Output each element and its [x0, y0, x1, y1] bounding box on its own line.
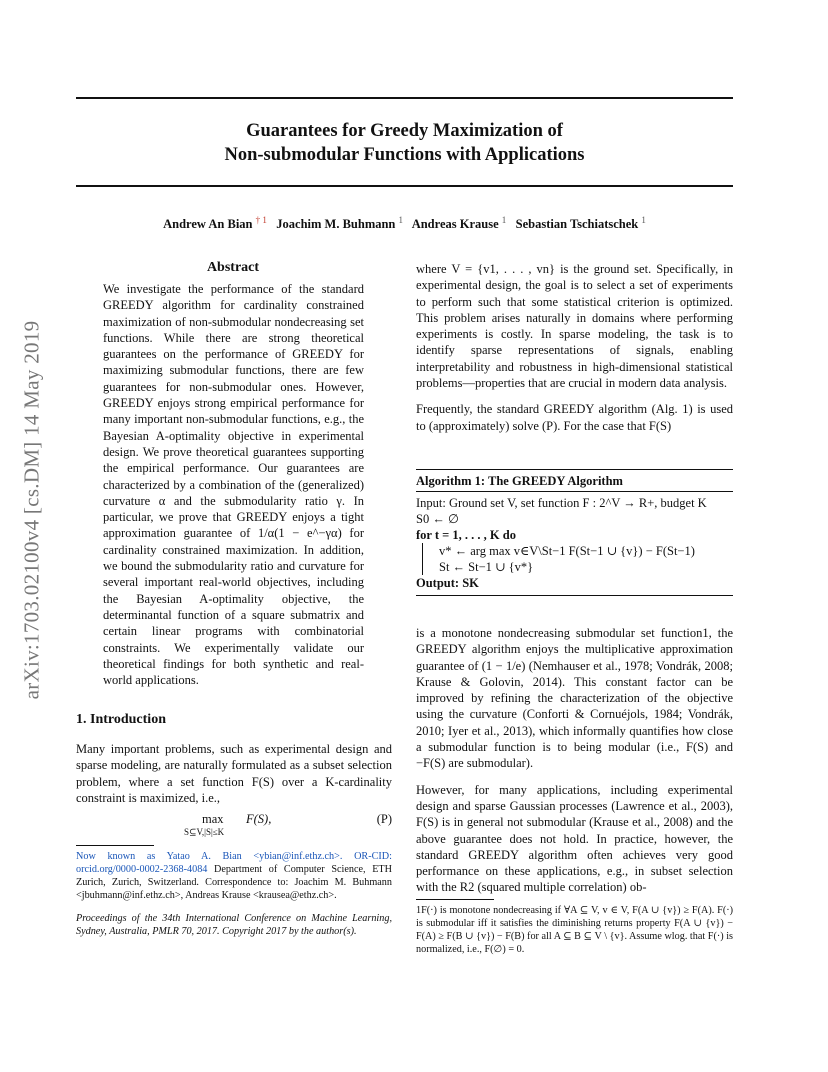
title-top-rule	[76, 97, 733, 99]
right-footnote	[416, 904, 733, 956]
abstract-heading: Abstract	[206, 260, 260, 275]
author-list	[76, 215, 733, 232]
author-affiliation-mark: 1	[398, 215, 404, 225]
title-bottom-rule	[76, 185, 733, 187]
algorithm-for: for t = 1, . . . , K do	[416, 528, 516, 542]
author-affiliation-mark: 1	[641, 215, 646, 225]
arxiv-stamp	[10, 270, 54, 750]
left-footnote	[76, 850, 392, 938]
footnote-affiliation-text: Department of Computer Science, ETH Zurich, Zurich, Switzerland. Correspondence to: Joachim M. Buhmann <jbuhmann@inf.ethz.ch>, Andreas Krause <krausea@ethz.ch>.	[76, 864, 392, 901]
intro-text: Many important problems, such as experimental design and sparse modeling, are naturally formulated as a subset selection problem, where a set function F(S) over a K-cardinality constraint is maximized, i.e.,	[76, 742, 392, 805]
footnote-affiliation-link[interactable]: Now known as Yatao A. Bian <ybian@inf.ethz.ch>. OR-CID: orcid.org/0000-0002-2368-4084	[76, 851, 392, 875]
right-paragraph-1: where V = {v1, . . . , vn} is the ground set. Specifically, in experimental design, the goal is to select a set of experiments to perform such that some statistical criterion is optimized. This problem arises naturally in domains where performing experiments is costly. In sparse modeling, the task is to identify sparse representations of signals, enabling interpretability and robustness in high-dimensional statistical problems—properties that are crucial in modern data analysis.	[416, 262, 733, 391]
equation-subscript: S⊆V,|S|≤K	[184, 827, 225, 837]
equation-label: (P)	[376, 812, 392, 826]
algorithm-box	[416, 469, 733, 596]
intro-paragraph	[76, 741, 392, 806]
right-paragraph-4: However, for many applications, including experimental design and sparse Gaussian processes (Lawrence et al., 2003), F(S) is in general not submodular (Krause et al., 2008) and the above guarantee does not hold. In practice, however, the standard GREEDY algorithm often achieves very good performance on these applications, e.g., in subset selection with the R2 (squared multiple correlation) ob-	[416, 782, 733, 895]
left-footnote-rule	[76, 845, 154, 846]
author-affiliation-mark: 1	[501, 215, 507, 225]
equation-rhs: F(S),	[246, 812, 272, 826]
section-heading-introduction: 1. Introduction	[76, 712, 166, 727]
algorithm-init: S0 ← ∅	[416, 512, 459, 526]
author-affiliation-mark: † 1	[255, 215, 267, 225]
arxiv-stamp-text: arXiv:1703.02100v4 [cs.DM] 14 May 2019	[19, 320, 44, 700]
author-name: Andrew An Bian	[163, 217, 253, 232]
abstract-body	[103, 281, 364, 688]
title-line-2: Non-submodular Functions with Applications	[224, 145, 585, 165]
equation-max: max	[202, 812, 224, 826]
algorithm-bottom-rule	[416, 595, 733, 596]
algorithm-step-1: v* ← arg max v∈V\St−1 F(St−1 ∪ {v}) − F(St−1)	[439, 544, 695, 558]
algorithm-output: Output: SK	[416, 576, 479, 590]
proceedings-note: Proceedings of the 34th International Conference on Machine Learning, Sydney, Australia, PMLR 70, 2017. Copyright 2017 by the author(s).	[76, 913, 392, 937]
paper-title	[76, 119, 733, 167]
algorithm-input: Input: Ground set V, set function F : 2^V → R+, budget K	[416, 496, 707, 510]
right-column-top	[416, 261, 733, 434]
right-footnote-text: 1F(·) is monotone nondecreasing if ∀A ⊆ V, v ∈ V, F(A ∪ {v}) ≥ F(A). F(·) is submodular iff it satisfies the diminishing returns property F(A ∪ {v}) − F(A) ≥ F(B ∪ {v}) − F(B) for all A ⊆ B ⊆ V \ {v}. Assume wlog. that F(·) is normalized, i.e., F(∅) = 0.	[416, 905, 733, 955]
title-line-1: Guarantees for Greedy Maximization of	[246, 121, 563, 141]
author-name: Joachim M. Buhmann	[276, 217, 396, 232]
algorithm-title: Algorithm 1: The GREEDY Algorithm	[416, 474, 623, 488]
author-name: Sebastian Tschiatschek	[515, 217, 639, 232]
algorithm-step-2: St ← St−1 ∪ {v*}	[439, 560, 534, 574]
algorithm-loop-body	[422, 543, 733, 575]
right-paragraph-2: Frequently, the standard GREEDY algorithm (Alg. 1) is used to (approximately) solve (P). For the case that F(S)	[416, 402, 733, 433]
right-paragraph-3: is a monotone nondecreasing submodular set function1, the GREEDY algorithm enjoys the multiplicative approximation guarantee of (1 − 1/e) (Nemhauser et al., 1978; Vondrák, 2008; Krause & Golovin, 2014). This constant factor can be improved by refining the characterization of the objective using the curvature (Conforti & Cornuéjols, 1984; Vondrák, 2010; Iyer et al., 2013), which informally quantifies how close a submodular function is to being modular (i.e., F(S) and −F(S) are submodular).	[416, 626, 733, 771]
right-column-bottom	[416, 625, 733, 896]
abstract-text: We investigate the performance of the standard GREEDY algorithm for cardinality constrained maximization of non-submodular nondecreasing set functions. While there are strong theoretical guarantees on the performance of GREEDY for maximizing submodular functions, there are few guarantees for non-submodular ones. However, GREEDY enjoys strong empirical performance for many important non-submodular functions, e.g., the Bayesian A-optimality objective in experimental design. We prove theoretical guarantees supporting the empirical performance. Our guarantees are characterized by a combination of the (generalized) curvature α and the submodularity ratio γ. In particular, we prove that GREEDY enjoys a tight approximation guarantee of 1/α(1 − e^−γα) for cardinality constrained maximization. In addition, we bound the submodularity ratio and curvature for several important real-world objectives, including the Bayesian A-optimality objective, the determinantal function of a square submatrix and certain linear programs with combinatorial constraints. We experimentally validate our theoretical findings for both synthetic and real-world applications.	[103, 282, 364, 688]
right-footnote-rule	[416, 899, 494, 900]
author-name: Andreas Krause	[411, 217, 499, 232]
equation-p	[76, 810, 392, 840]
